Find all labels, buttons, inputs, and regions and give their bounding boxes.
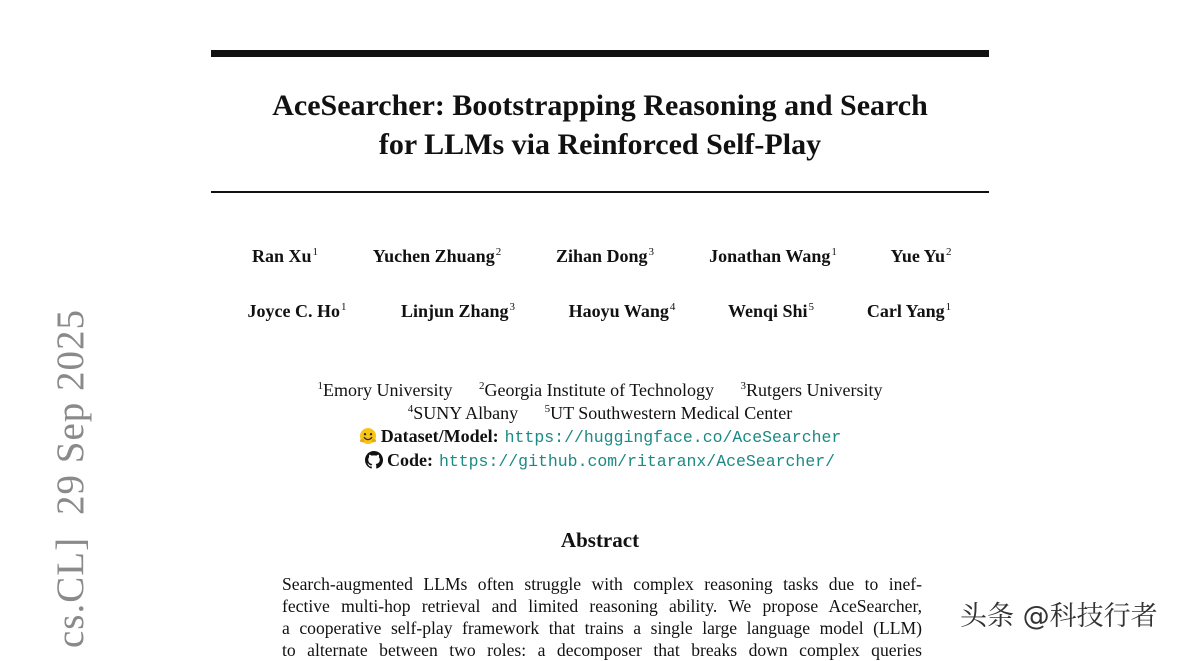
- author-name: Zihan Dong: [555, 246, 648, 266]
- author-affiliation-mark: 2: [946, 246, 952, 258]
- abstract-line: fective multi-hop retrieval and limited reasoning ability. We propose AceSearcher,: [282, 596, 922, 616]
- author-name: Joyce C. Ho: [247, 301, 340, 321]
- code-line: [0, 450, 1200, 471]
- author: [709, 246, 837, 267]
- abstract-line: a cooperative self-play framework that trains a single large language model (LLM): [282, 618, 922, 638]
- affiliations-line-1: [0, 380, 1200, 401]
- hugging-face-icon: [359, 427, 377, 445]
- arxiv-margin-stamp: [48, 309, 93, 648]
- dataset-model-line: [0, 426, 1200, 447]
- authors-row-2: [0, 301, 1200, 329]
- author-name: Ran Xu: [251, 246, 312, 266]
- paper-title-line-2: for LLMs via Reinforced Self-Play: [378, 128, 822, 161]
- author-name: Yue Yu: [890, 246, 946, 266]
- dataset-model-url-link[interactable]: https://huggingface.co/AceSearcher: [504, 428, 842, 447]
- author-affiliation-mark: 3: [648, 246, 655, 258]
- affiliation: [479, 380, 714, 401]
- paper-title-line-1: AceSearcher: Bootstrapping Reasoning and Search: [272, 89, 928, 122]
- affiliation-number: 4: [407, 403, 414, 415]
- author-affiliation-mark: 1: [945, 301, 952, 313]
- author-affiliation-mark: 2: [495, 246, 502, 258]
- author: [252, 246, 318, 267]
- affiliation: [317, 380, 452, 401]
- author: [569, 301, 676, 322]
- dataset-model-label: Dataset/Model:: [380, 426, 499, 446]
- title-rule-top: [211, 50, 989, 57]
- affiliation: [741, 380, 883, 401]
- author: [556, 246, 654, 267]
- author-name: Haoyu Wang: [568, 301, 669, 321]
- affiliation-name: UT Southwestern Medical Center: [550, 403, 793, 423]
- affiliation: [545, 403, 793, 424]
- code-url-link[interactable]: https://github.com/ritaranx/AceSearcher/: [438, 452, 836, 471]
- author-affiliation-mark: 1: [831, 246, 837, 258]
- author: [373, 246, 501, 267]
- toutiao-watermark: 头条 @科技行者: [960, 601, 1158, 632]
- abstract-line: Search-augmented LLMs often struggle with complex reasoning tasks due to inef-: [282, 574, 922, 594]
- author-affiliation-mark: 1: [312, 246, 319, 258]
- affiliation-number: 5: [544, 403, 551, 415]
- author-affiliation-mark: 4: [669, 301, 676, 313]
- abstract-line: to alternate between two roles: a decomposer that breaks down complex queries: [282, 640, 922, 660]
- author-name: Wenqi Shi: [727, 301, 808, 321]
- author-affiliation-mark: 5: [808, 301, 815, 313]
- author: [890, 246, 951, 267]
- author: [867, 301, 951, 322]
- affiliation-name: Emory University: [322, 380, 453, 400]
- author: [728, 301, 814, 322]
- affiliation-name: Georgia Institute of Technology: [484, 380, 714, 400]
- github-icon: [365, 451, 383, 469]
- affiliations-line-2: [0, 403, 1200, 424]
- affiliation-number: 2: [478, 380, 485, 392]
- affiliation-number: 3: [740, 380, 746, 392]
- affiliation-name: SUNY Albany: [413, 403, 519, 423]
- title-rule-bottom: [211, 191, 989, 193]
- abstract-heading: Abstract: [560, 528, 640, 552]
- author: [248, 301, 347, 322]
- author-name: Jonathan Wang: [709, 246, 831, 266]
- affiliation-number: 1: [317, 380, 323, 392]
- author-affiliation-mark: 3: [509, 301, 516, 313]
- affiliation-name: Rutgers University: [746, 380, 883, 400]
- arxiv-date: 29 Sep 2025: [49, 308, 92, 515]
- authors-row-1: [0, 246, 1200, 274]
- author-affiliation-mark: 1: [340, 301, 347, 313]
- arxiv-category: cs.CL]: [49, 536, 92, 648]
- affiliation: [408, 403, 518, 424]
- author: [401, 301, 515, 322]
- paper-title: [211, 86, 989, 164]
- author-name: Linjun Zhang: [400, 301, 509, 321]
- author-name: Yuchen Zhuang: [372, 246, 495, 266]
- author-name: Carl Yang: [866, 301, 945, 321]
- code-label: Code:: [386, 450, 433, 470]
